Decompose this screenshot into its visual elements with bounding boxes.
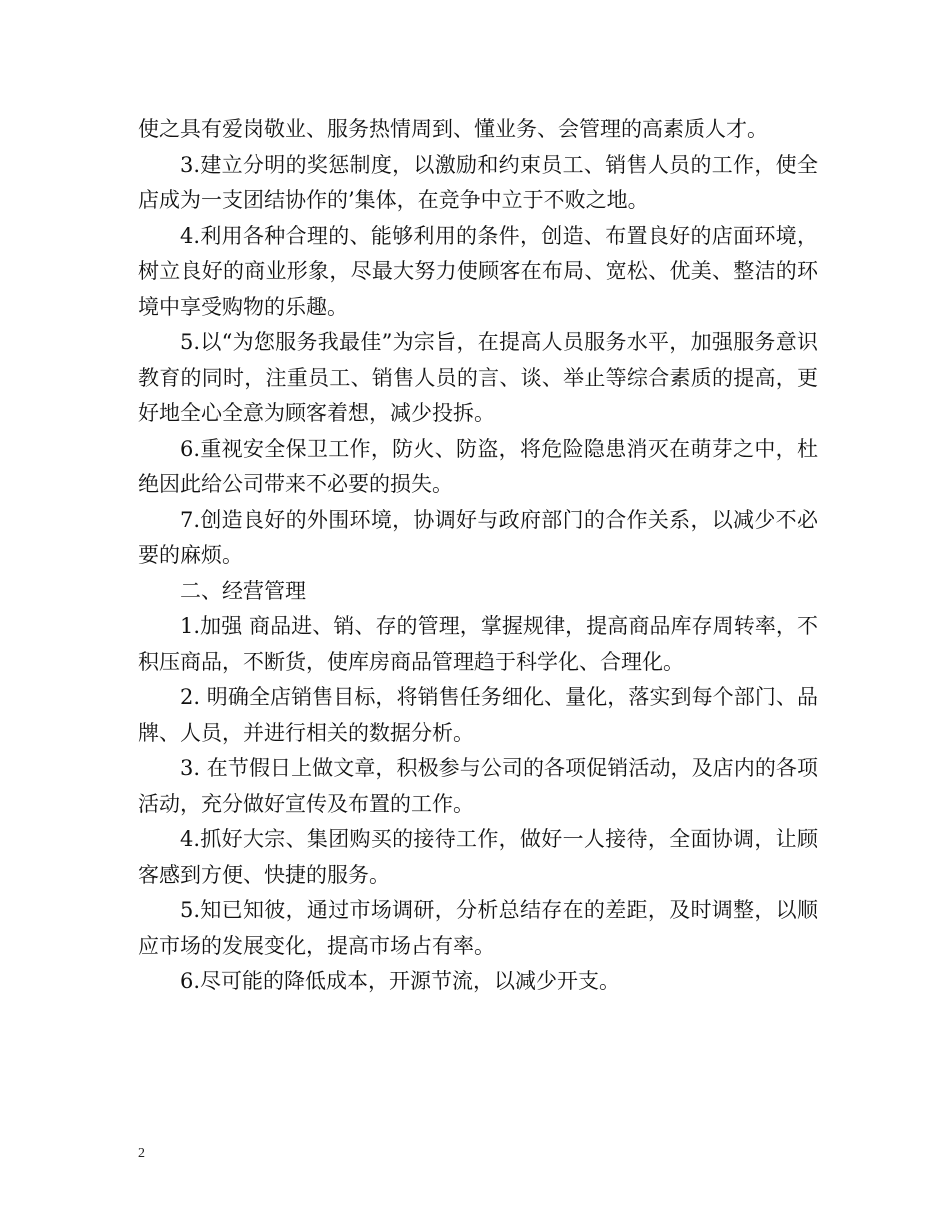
paragraph-mgmt-5: 5.知已知彼，通过市场调研，分析总结存在的差距，及时调整，以顺应市场的发展变化，提高市场占有率。 (138, 898, 818, 958)
paragraph-mgmt-2: 2. 明确全店销售目标，将销售任务细化、量化，落实到每个部门、品牌、人员，并进行相关的数据分析。 (138, 685, 818, 745)
paragraph-item-6: 6.重视安全保卫工作，防火、防盗，将危险隐患消灭在萌芽之中，杜绝因此给公司带来不必要的损失。 (138, 436, 818, 496)
paragraph-item-3: 3.建立分明的奖惩制度，以激励和约束员工、销售人员的工作，使全店成为一支团结协作的’集体，在竞争中立于不败之地。 (138, 152, 818, 212)
paragraph-mgmt-3: 3. 在节假日上做文章，积极参与公司的各项促销活动，及店内的各项活动，充分做好宣传及布置的工作。 (138, 756, 818, 816)
paragraph-mgmt-4: 4.抓好大宗、集团购买的接待工作，做好一人接待，全面协调，让顾客感到方便、快捷的服务。 (138, 827, 818, 887)
paragraph-continuation: 使之具有爱岗敬业、服务热情周到、懂业务、会管理的高素质人才。 (138, 117, 768, 141)
paragraph-mgmt-6: 6.尽可能的降低成本，开源节流，以减少开支。 (180, 969, 621, 993)
section-heading: 二、经营管理 (180, 578, 306, 603)
document-body (138, 112, 818, 1000)
paragraph-item-5: 5.以“为您服务我最佳”为宗旨，在提高人员服务水平，加强服务意识教育的同时，注重员工、销售人员的言、谈、举止等综合素质的提高，更好地全心全意为顾客着想，减少投拆。 (138, 330, 818, 425)
paragraph-mgmt-1: 1.加强 商品进、销、存的管理，掌握规律，提高商品库存周转率，不积压商品，不断货，使库房商品管理趋于科学化、合理化。 (138, 614, 818, 674)
paragraph-item-4: 4.利用各种合理的、能够利用的条件，创造、布置良好的店面环境，树立良好的商业形象，尽最大努力使顾客在布局、宽松、优美、整洁的环境中享受购物的乐趣。 (138, 223, 818, 319)
paragraph-item-7: 7.创造良好的外围环境，协调好与政府部门的合作关系，以减少不必要的麻烦。 (138, 507, 818, 567)
page-number: 2 (138, 1146, 145, 1161)
